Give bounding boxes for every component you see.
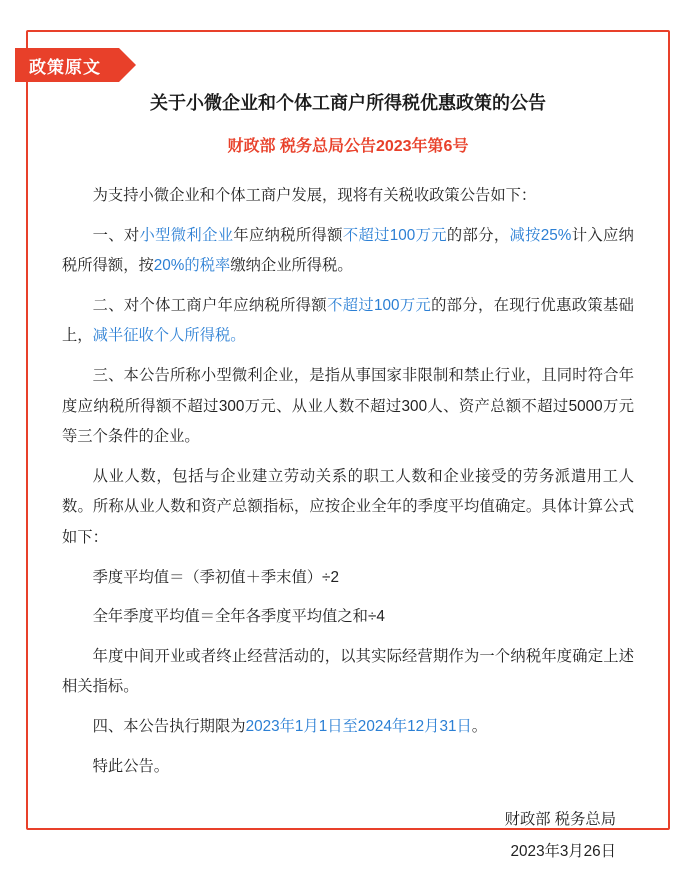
signature-issuer: 财政部 税务总局 (504, 811, 616, 829)
signature-date: 2023年3月26日 (510, 843, 616, 861)
closing-paragraph: 特此公告。 (92, 757, 170, 775)
article-4-prefix: 四、本公告执行期限为 (92, 717, 246, 735)
article-3-paragraph: 三、本公告所称小型微利企业，是指从事国家非限制和禁止行业，且同时符合年度应纳税所得额不超过300万元、从业人数不超过300人、资产总额不超过5000万元等三个条件的企业。 (62, 366, 634, 446)
policy-card (26, 30, 670, 861)
formula-quarterly-average: 季度平均值＝（季初值＋季末值）÷2 (92, 568, 339, 586)
policy-source-badge (15, 48, 119, 82)
article-2-highlight-1: 不超过100万元 (327, 296, 432, 314)
midyear-paragraph: 年度中间开业或者终止经营活动的，以其实际经营期作为一个纳税年度确定上述相关指标。 (62, 647, 634, 696)
policy-source-badge-label: 政策原文 (29, 57, 101, 77)
article-1-highlight-3: 减按25% (509, 226, 572, 244)
staff-count-paragraph: 从业人数，包括与企业建立劳动关系的职工人数和企业接受的劳务派遣用工人数。所称从业人数和资产总额指标，应按企业全年的季度平均值确定。具体计算公式如下： (62, 467, 634, 546)
article-2-paragraph (62, 291, 634, 352)
article-1-highlight-4: 20%的税率 (153, 257, 231, 275)
article-4-suffix: 。 (471, 717, 488, 735)
article-4-paragraph (62, 712, 634, 743)
article-4-highlight-1: 2023年1月1日至2024年12月31日 (245, 717, 472, 735)
article-1-suffix: 缴纳企业所得税。 (230, 257, 353, 275)
article-1-mid-2: 的部分， (446, 226, 510, 244)
ribbon-arrow-shape (119, 48, 136, 82)
document-content (28, 32, 668, 888)
article-2-mid-1: 的部分，在现行优惠政策基础上， (62, 296, 634, 345)
article-1-mid-1: 年应纳税所得额 (233, 226, 343, 244)
intro-paragraph: 为支持小微企业和个体工商户发展，现将有关税收政策公告如下： (92, 187, 537, 204)
formula-annual-average: 全年季度平均值＝全年各季度平均值之和÷4 (92, 608, 385, 626)
article-1-paragraph (62, 221, 634, 282)
article-2-prefix: 二、对个体工商户年应纳税所得额 (92, 296, 328, 314)
document-number: 财政部 税务总局公告2023年第6号 (227, 138, 469, 155)
page-title: 关于小微企业和个体工商户所得税优惠政策的公告 (150, 93, 546, 113)
article-1-highlight-1: 小型微利企业 (139, 226, 234, 244)
article-1-prefix: 一、对 (92, 226, 140, 244)
article-1-highlight-2: 不超过100万元 (342, 226, 447, 244)
article-1-mid-3: 计入应纳税所得额，按 (62, 226, 634, 275)
signature-block (62, 804, 634, 868)
article-2-highlight-2: 减半征收个人所得税。 (92, 327, 246, 345)
